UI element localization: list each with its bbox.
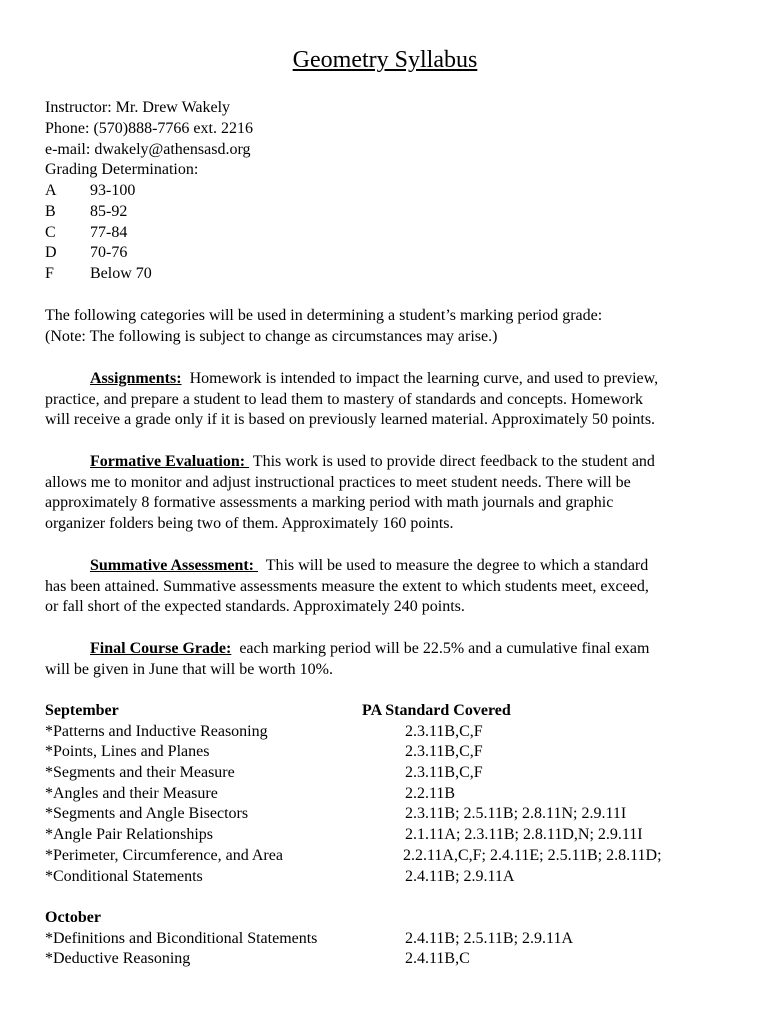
table-row <box>45 784 735 805</box>
grade-row <box>45 243 127 263</box>
topic-cell: *Angles and their Measure <box>45 784 218 802</box>
topic-cell: *Deductive Reasoning <box>45 950 191 968</box>
topic-cell: *Definitions and Biconditional Statements <box>45 929 318 947</box>
section-heading: Final Course Grade: <box>90 640 232 657</box>
email-line: e-mail: dwakely@athensasd.org <box>45 141 251 158</box>
table-row <box>45 825 735 846</box>
section-text: practice, and prepare a student to lead them to mastery of standards and concepts. Homework <box>45 390 644 408</box>
table-row <box>45 742 735 763</box>
grade-letter: B <box>45 203 56 220</box>
table-row <box>45 929 735 950</box>
standard-cell: 2.3.11B,C,F <box>405 764 483 782</box>
table-row <box>45 846 735 867</box>
section-text: organizer folders being two of them. Approximately 160 points. <box>45 515 454 533</box>
table-row <box>45 867 735 888</box>
table-row <box>45 949 735 970</box>
standard-cell: 2.3.11B,C,F <box>405 743 483 761</box>
formative-section <box>45 452 725 535</box>
topic-cell: *Segments and Angle Bisectors <box>45 805 249 823</box>
standard-heading: PA Standard Covered <box>362 702 511 719</box>
grade-range: 77-84 <box>90 224 128 241</box>
topic-cell: *Patterns and Inductive Reasoning <box>45 722 268 740</box>
grade-row <box>45 223 127 243</box>
standard-cell: 2.4.11B,C <box>405 950 470 968</box>
topic-cell: *Angle Pair Relationships <box>45 826 213 844</box>
assignments-section <box>45 369 725 431</box>
final-grade-section <box>45 639 725 680</box>
instructor-line: Instructor: Mr. Drew Wakely <box>45 99 231 116</box>
grade-letter: A <box>45 182 57 199</box>
month-heading: September <box>45 702 119 719</box>
table-row <box>45 804 735 825</box>
section-text: This will be used to measure the degree to which a standard <box>258 557 649 574</box>
grade-letter: D <box>45 244 57 261</box>
grade-range: 93-100 <box>90 182 136 199</box>
topic-cell: *Perimeter, Circumference, and Area <box>45 846 283 864</box>
section-text: will receive a grade only if it is based on previously learned material. Approximately 50 points. <box>45 411 656 429</box>
section-heading: Summative Assessment: <box>90 557 258 574</box>
topic-cell: *Conditional Statements <box>45 867 203 885</box>
section-text: has been attained. Summative assessments measure the extent to which students meet, exceed, <box>45 577 649 595</box>
section-text: Homework is intended to impact the learning curve, and used to preview, <box>181 370 659 387</box>
standard-cell: 2.4.11B; 2.5.11B; 2.9.11A <box>405 929 574 947</box>
intro-line: The following categories will be used in determining a student’s marking period grade: <box>45 307 603 324</box>
grade-letter: C <box>45 224 56 241</box>
table-row <box>45 763 735 784</box>
section-text: or fall short of the expected standards. Approximately 240 points. <box>45 598 465 616</box>
section-text: This work is used to provide direct feedback to the student and <box>249 453 655 470</box>
grade-row <box>45 202 127 222</box>
month-heading: October <box>45 908 101 926</box>
grade-letter: F <box>45 265 54 282</box>
table-row <box>45 722 735 743</box>
grade-range: Below 70 <box>90 265 152 282</box>
schedule-table <box>45 701 735 970</box>
summative-section <box>45 556 725 618</box>
page-title: Geometry Syllabus <box>292 47 478 73</box>
section-text: will be given in June that will be worth 10%. <box>45 660 333 678</box>
section-text: allows me to monitor and adjust instructional practices to meet student needs. There will be <box>45 473 631 491</box>
standard-cell: 2.1.11A; 2.3.11B; 2.8.11D,N; 2.9.11I <box>405 826 643 844</box>
table-header-row <box>45 908 735 929</box>
grade-range: 70-76 <box>90 244 128 261</box>
topic-cell: *Points, Lines and Planes <box>45 743 210 761</box>
phone-line: Phone: (570)888-7766 ext. 2216 <box>45 120 253 137</box>
intro-note: (Note: The following is subject to change as circumstances may arise.) <box>45 328 498 345</box>
section-heading: Assignments: <box>90 370 182 387</box>
grade-row <box>45 181 135 201</box>
section-text: each marking period will be 22.5% and a cumulative final exam <box>231 640 650 657</box>
standard-cell: 2.3.11B,C,F <box>405 722 483 740</box>
section-heading: Formative Evaluation: <box>90 453 250 470</box>
standard-cell: 2.2.11B <box>405 784 456 802</box>
standard-cell: 2.3.11B; 2.5.11B; 2.8.11N; 2.9.11I <box>405 805 627 823</box>
grading-heading: Grading Determination: <box>45 161 199 178</box>
section-text: approximately 8 formative assessments a marking period with math journals and graphic <box>45 494 614 512</box>
grade-range: 85-92 <box>90 203 128 220</box>
table-header-row <box>45 701 735 722</box>
topic-cell: *Segments and their Measure <box>45 764 235 782</box>
standard-cell: 2.2.11A,C,F; 2.4.11E; 2.5.11B; 2.8.11D; <box>403 846 662 864</box>
grade-row <box>45 264 152 284</box>
table-spacer <box>45 887 735 908</box>
standard-cell: 2.4.11B; 2.9.11A <box>405 867 515 885</box>
